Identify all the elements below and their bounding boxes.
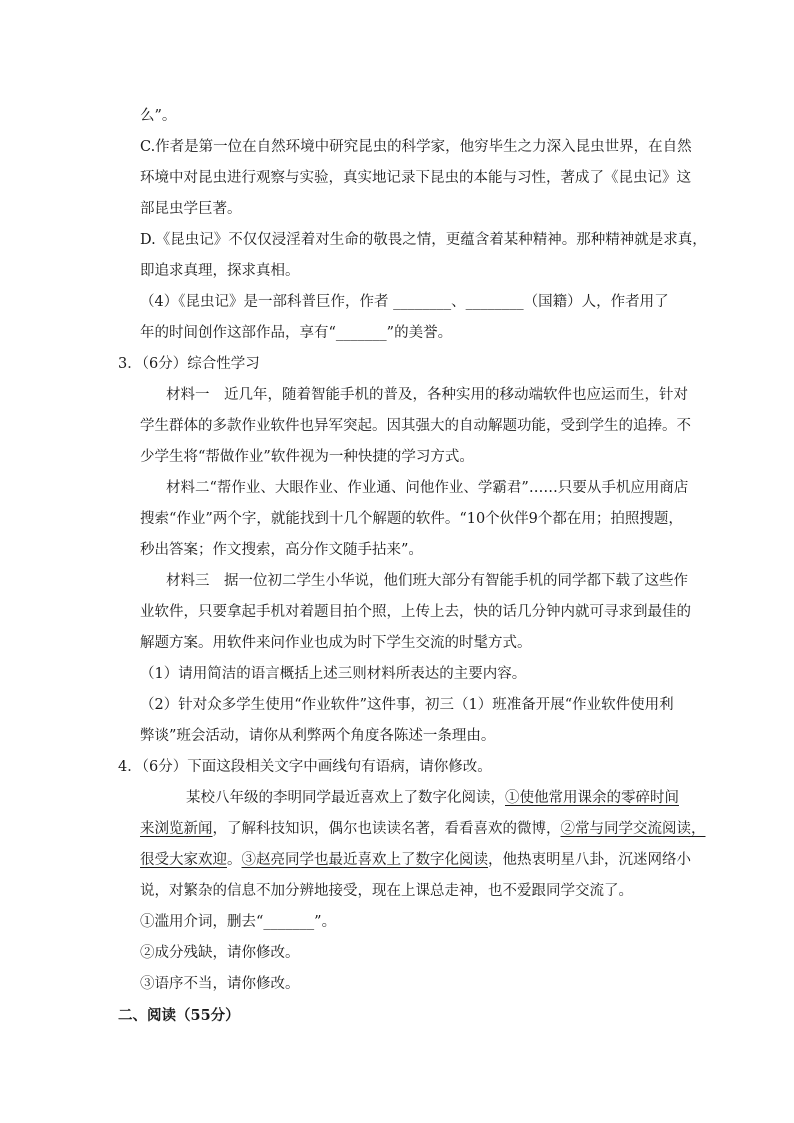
material-2-line: 材料二“帮作业、大眼作业、作业通、问他作业、学霸君”……只要从手机应用商店 [166, 480, 689, 496]
text-line: 搜索“作业”两个字，就能找到十几个解题的软件。“10个伙伴9个都在用；拍照搜题， [140, 511, 683, 527]
q4-passage-line: 说，对繁杂的信息不加分辨地接受，现在上课总走神，也不爱跟同学交流了。 [140, 883, 633, 899]
q4-text: ，了解科技知识，偶尔也读读名著，看看喜欢的微博， [212, 821, 561, 837]
material-1-line: 材料一 近几年，随着智能手机的普及，各种实用的移动端软件也应运而生，针对 [166, 387, 688, 403]
question-4-heading: 4．（6分）下面这段相关文字中画线句有语病，请你修改。 [118, 759, 492, 775]
q4-task-2: ②成分残缺，请你修改。 [140, 945, 300, 961]
text-line: 部昆虫学巨著。 [140, 201, 242, 217]
underlined-sentence-2: 很受大家欢迎 [140, 852, 227, 868]
underlined-sentence-1: ①使他常用课余的零碎时间 [505, 790, 679, 806]
q4-task-3: ③语序不当，请你修改。 [140, 976, 300, 992]
text-line: 即追求真理，探求真相。 [140, 263, 300, 279]
q4-text: 。 [227, 852, 242, 868]
text-line: 少学生将“帮做作业”软件视为一种快捷的学习方式。 [140, 449, 474, 465]
material-3-line: 材料三 据一位初二学生小华说，他们班大部分有智能手机的同学都下载了这些作 [166, 573, 688, 589]
option-c-line: C.作者是第一位在自然环境中研究昆虫的科学家，他穷毕生之力深入昆虫世界，在自然 [140, 139, 692, 155]
q4-passage-line [140, 819, 706, 839]
underlined-sentence-2: ②常与同学交流阅读， [560, 821, 706, 837]
text-line: 秒出答案；作文搜索，高分作文随手拈来”。 [140, 542, 423, 558]
text-line: 学生群体的多款作业软件也异军突起。因其强大的自动解题功能，受到学生的追捧。不 [140, 418, 691, 434]
text-line: 年的时间创作这部作品，享有“_______”的美誉。 [140, 325, 453, 341]
q4-passage-line [140, 850, 691, 870]
text-line: 业软件，只要拿起手机对着题目拍个照，上传上去，快的话几分钟内就可寻求到最佳的 [140, 604, 691, 620]
q4-passage-line [186, 788, 679, 808]
text-line: 环境中对昆虫进行观察与实验，真实地记录下昆虫的本能与习性，著成了《昆虫记》这 [140, 170, 691, 186]
text-line: 弊谈”班会活动，请你从利弊两个角度各陈述一条理由。 [140, 728, 496, 744]
subquestion-1: （1）请用简洁的语言概括上述三则材料所表达的主要内容。 [140, 666, 527, 682]
q4-text: ，他热衷明星八卦，沉迷网络小 [488, 852, 691, 868]
subquestion-2: （2）针对众多学生使用“作业软件”这件事，初三（1）班准备开展“作业软件使用利 [140, 697, 674, 713]
q4-text: 某校八年级的李明同学最近喜欢上了数字化阅读， [186, 790, 505, 806]
option-d-line: D.《昆虫记》不仅仅浸淫着对生命的敬畏之情，更蕴含着某种精神。那种精神就是求真， [140, 232, 707, 248]
question-3-heading: 3．（6分）综合性学习 [118, 356, 260, 372]
underlined-sentence-1: 来浏览新闻 [140, 821, 213, 837]
text-line: 解题方案。用软件来问作业也成为时下学生交流的时髦方式。 [140, 635, 532, 651]
text-line: 么”。 [140, 108, 177, 124]
section-heading: 二、阅读（55分） [118, 1007, 240, 1024]
underlined-sentence-3: ③赵亮同学也最近喜欢上了数字化阅读 [241, 852, 488, 868]
subquestion-4: （4）《昆虫记》是一部科普巨作，作者 ________、________（国籍）人，作者用了 [140, 294, 669, 310]
q4-task-1: ①滥用介词，删去“_______”。 [140, 914, 337, 930]
